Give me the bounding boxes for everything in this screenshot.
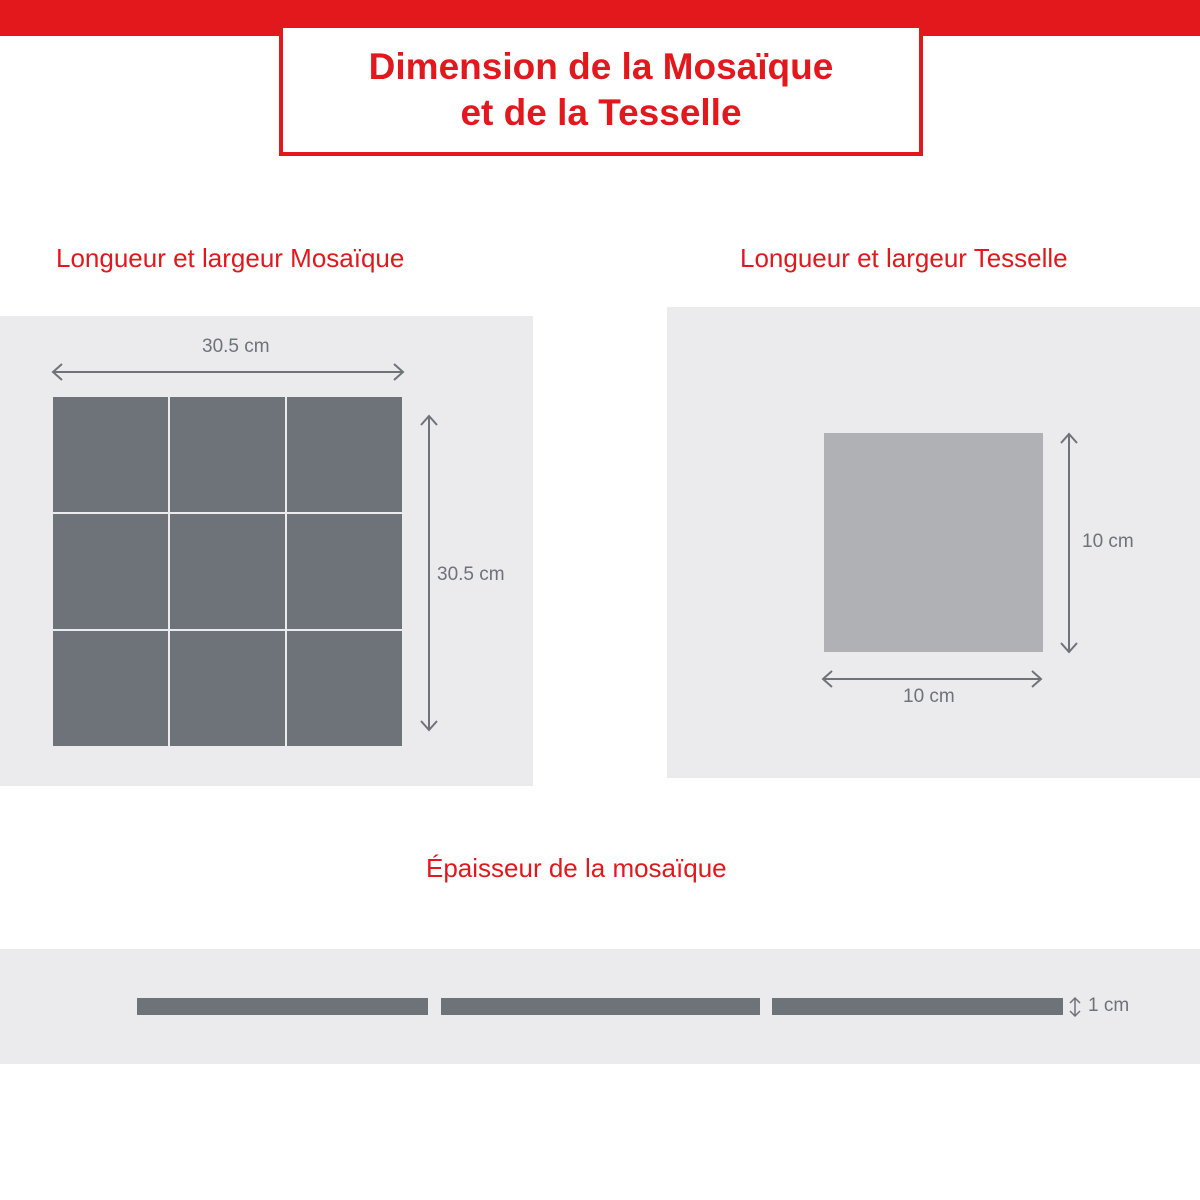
mosaic-tile-grid (53, 397, 402, 746)
title-box (279, 28, 923, 156)
mosaic-tile (53, 631, 168, 746)
mosaic-tile (287, 514, 402, 629)
page-title-line-1: Dimension de la Mosaïque (368, 46, 834, 87)
vertical-double-arrow-icon (1068, 996, 1082, 1018)
tessera-width-label: 10 cm (903, 686, 955, 707)
mosaic-height-arrow-icon (419, 413, 439, 733)
thickness-strip-2 (441, 998, 760, 1015)
mosaic-tile (53, 397, 168, 512)
thickness-label: 1 cm (1088, 995, 1130, 1016)
mosaic-section-title: Longueur et largeur Mosaïque (56, 243, 405, 273)
mosaic-tile (170, 397, 285, 512)
page-title-line-2: et de la Tesselle (460, 92, 742, 133)
tessera-tile (824, 433, 1043, 652)
thickness-section-title: Épaisseur de la mosaïque (426, 853, 727, 883)
mosaic-tile (287, 631, 402, 746)
mosaic-tile (170, 514, 285, 629)
thickness-strip-1 (137, 998, 428, 1015)
mosaic-tile (53, 514, 168, 629)
mosaic-width-label: 30.5 cm (202, 336, 270, 357)
tessera-height-label: 10 cm (1082, 531, 1134, 552)
tessera-section-title: Longueur et largeur Tesselle (740, 243, 1068, 273)
tessera-height-arrow-icon (1059, 431, 1079, 655)
mosaic-tile (170, 631, 285, 746)
mosaic-width-arrow-icon (50, 362, 406, 382)
mosaic-tile (287, 397, 402, 512)
thickness-strip-3 (772, 998, 1063, 1015)
mosaic-height-label: 30.5 cm (437, 564, 505, 585)
